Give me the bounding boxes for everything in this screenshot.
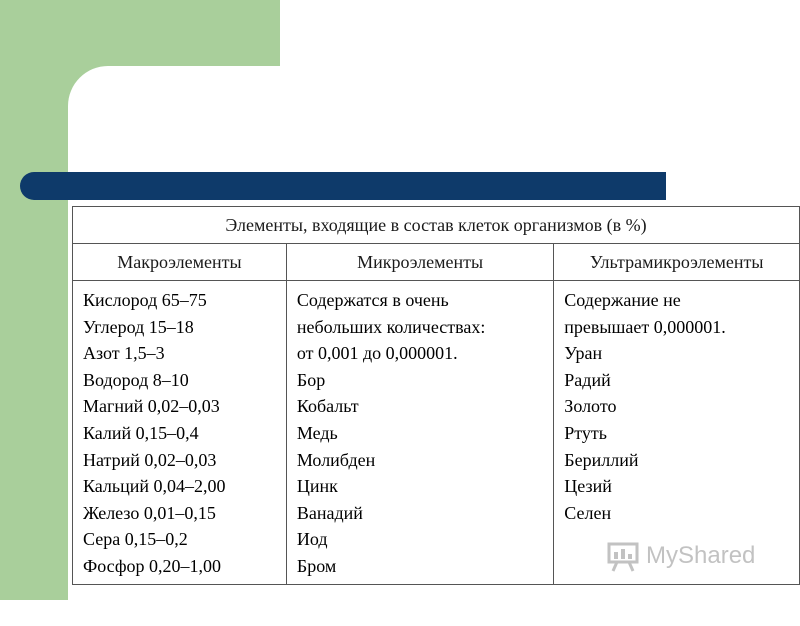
elements-table-container xyxy=(72,206,800,582)
list-item: Бериллий xyxy=(564,449,639,470)
list-item: от 0,001 до 0,000001. xyxy=(296,343,458,364)
list-item: Иод xyxy=(296,529,328,550)
list-item: Магний 0,02–0,03 xyxy=(83,396,220,417)
list-item: Бор xyxy=(296,369,326,390)
list-item: Калий 0,15–0,4 xyxy=(83,422,199,443)
list-item: Содержание не xyxy=(564,290,681,310)
list-item: Цезий xyxy=(564,476,612,497)
list-item: Уран xyxy=(564,343,603,364)
title-accent-bar xyxy=(20,172,666,200)
list-item: Содержатся в очень xyxy=(296,290,449,310)
list-item: Углерод 15–18 xyxy=(83,316,194,337)
header-micro: Микроэлементы xyxy=(286,244,553,281)
list-item: Ртуть xyxy=(564,422,608,443)
list-item: Железо 0,01–0,15 xyxy=(83,502,216,523)
list-item: Селен xyxy=(564,502,612,523)
list-item: Ванадий xyxy=(296,502,363,523)
myshared-watermark xyxy=(606,536,776,576)
list-item: небольших количествах: xyxy=(296,316,486,337)
presentation-board-icon xyxy=(606,539,640,573)
list-item: Кислород 65–75 xyxy=(83,290,207,310)
list-item: Натрий 0,02–0,03 xyxy=(83,449,217,470)
elements-table xyxy=(72,206,800,585)
header-ultra: Ультрамикроэлементы xyxy=(554,244,800,281)
watermark-text: MyShared xyxy=(646,542,756,569)
list-item: Фосфор 0,20–1,00 xyxy=(83,555,222,576)
list-item: Золото xyxy=(564,396,617,417)
caption-row xyxy=(73,207,800,244)
list-item: Водород 8–10 xyxy=(83,369,189,390)
list-item: Цинк xyxy=(296,476,338,497)
macro-cell xyxy=(73,281,287,585)
micro-cell xyxy=(286,281,553,585)
list-item: Сера 0,15–0,2 xyxy=(83,529,188,550)
list-item: Азот 1,5–3 xyxy=(83,343,165,364)
list-item: превышает 0,000001. xyxy=(564,316,726,337)
list-item: Кобальт xyxy=(296,396,359,417)
header-row xyxy=(73,244,800,281)
list-item: Кальций 0,04–2,00 xyxy=(83,476,226,497)
header-macro: Макроэлементы xyxy=(73,244,287,281)
list-item: Медь xyxy=(296,422,338,443)
list-item: Радий xyxy=(564,369,611,390)
table-caption: Элементы, входящие в состав клеток организмов (в %) xyxy=(73,207,800,244)
list-item: Молибден xyxy=(296,449,376,470)
list-item: Бром xyxy=(296,555,337,576)
